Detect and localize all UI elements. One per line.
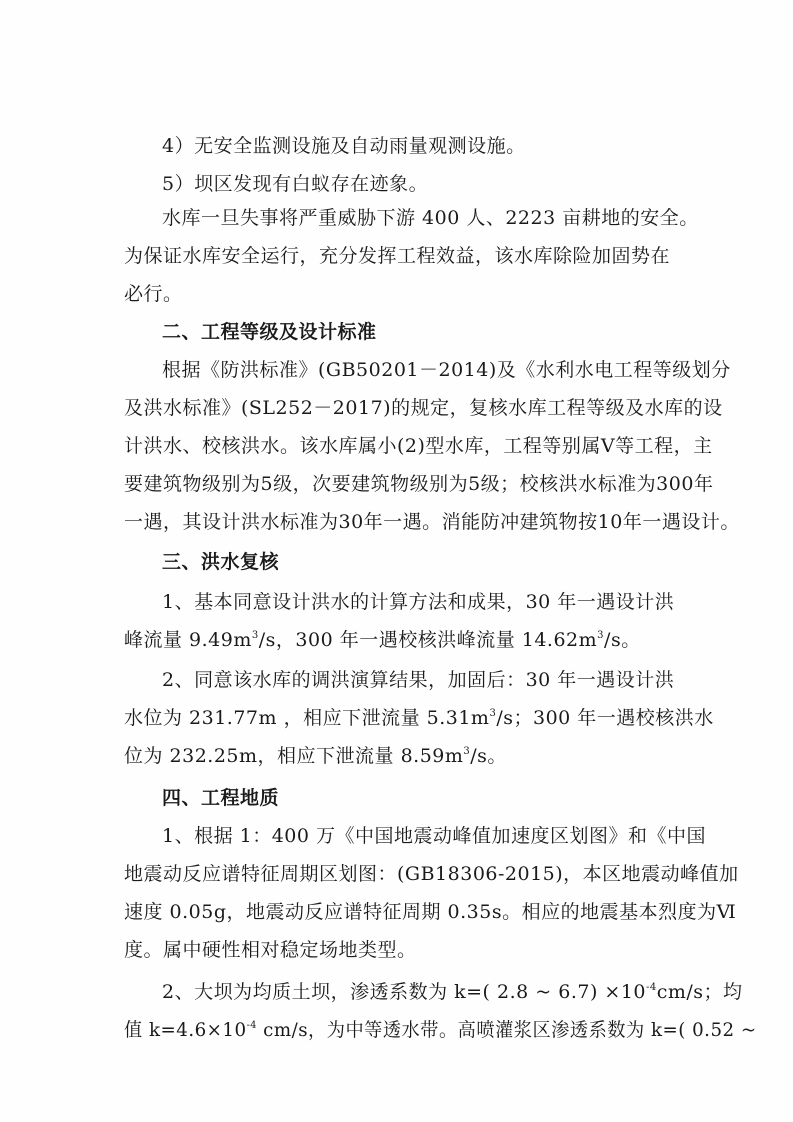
superscript: -4 [246, 1020, 257, 1031]
paragraph-line [124, 1018, 757, 1042]
superscript: 3 [463, 746, 471, 757]
section-heading-2: 二、工程等级及设计标准 [162, 321, 377, 343]
section-heading-4: 四、工程地质 [162, 787, 280, 809]
text-segment: 值 k=4.6×10 [124, 1019, 247, 1041]
text-segment: /s。 [470, 745, 507, 767]
superscript: -4 [646, 982, 657, 993]
list-item-5: 5）坝区发现有白蚁存在迹象。 [162, 173, 429, 195]
superscript: 3 [489, 708, 497, 719]
text-segment: 峰流量 9.49m [124, 629, 252, 651]
superscript: 3 [251, 630, 259, 641]
paragraph-line: 要建筑物级别为5级，次要建筑物级别为5级；校核洪水标准为300年 [124, 473, 714, 495]
text-segment: /s。 [604, 629, 641, 651]
paragraph-line: 2、同意该水库的调洪演算结果，加固后：30 年一遇设计洪 [162, 669, 675, 691]
paragraph-line: 度。属中硬性相对稳定场地类型。 [124, 939, 417, 961]
paragraph-line: 速度 0.05g，地震动反应谱特征周期 0.35s。相应的地震基本烈度为Ⅵ [124, 901, 737, 923]
text-segment: 水位为 231.77m ，相应下泄流量 5.31m [124, 707, 490, 729]
text-segment: 2、大坝为均质土坝，渗透系数为 k=( 2.8 ~ 6.7) ×10 [162, 981, 646, 1003]
text-segment: /s；300 年一遇校核洪水 [496, 707, 714, 729]
paragraph-line: 及洪水标准》(SL252－2017)的规定，复核水库工程等级及水库的设 [124, 397, 723, 419]
text-segment: cm/s，为中等透水带。高喷灌浆区渗透系数为 k=( 0.52 ~ [256, 1019, 757, 1041]
paragraph-line: 必行。 [124, 283, 183, 305]
text-segment: 位为 232.25m，相应下泄流量 8.59m [124, 745, 464, 767]
paragraph-line: 水库一旦失事将严重威胁下游 400 人、2223 亩耕地的安全。 [162, 207, 699, 229]
paragraph-line: 1、根据 1：400 万《中国地震动峰值加速度区划图》和《中国 [162, 825, 707, 847]
text-segment: cm/s；均 [656, 981, 743, 1003]
paragraph-line [124, 744, 507, 768]
section-heading-3: 三、洪水复核 [162, 551, 280, 573]
superscript: 3 [597, 630, 605, 641]
list-item-4: 4）无安全监测设施及自动雨量观测设施。 [162, 135, 526, 157]
paragraph-line: 1、基本同意设计洪水的计算方法和成果，30 年一遇设计洪 [162, 591, 675, 613]
paragraph-line: 为保证水库安全运行，充分发挥工程效益，该水库除险加固势在 [124, 245, 671, 267]
paragraph-line: 地震动反应谱特征周期区划图：(GB18306-2015)，本区地震动峰值加 [124, 863, 739, 885]
paragraph-line [162, 980, 743, 1004]
paragraph-line: 根据《防洪标准》(GB50201－2014)及《水利水电工程等级划分 [162, 359, 731, 381]
paragraph-line [124, 706, 714, 730]
text-segment: /s，300 年一遇校核洪峰流量 14.62m [258, 629, 598, 651]
paragraph-line [124, 628, 641, 652]
paragraph-line: 计洪水、校核洪水。该水库属小(2)型水库，工程等别属Ⅴ等工程，主 [124, 435, 713, 457]
paragraph-line: 一遇，其设计洪水标准为30年一遇。消能防冲建筑物按10年一遇设计。 [124, 511, 740, 533]
